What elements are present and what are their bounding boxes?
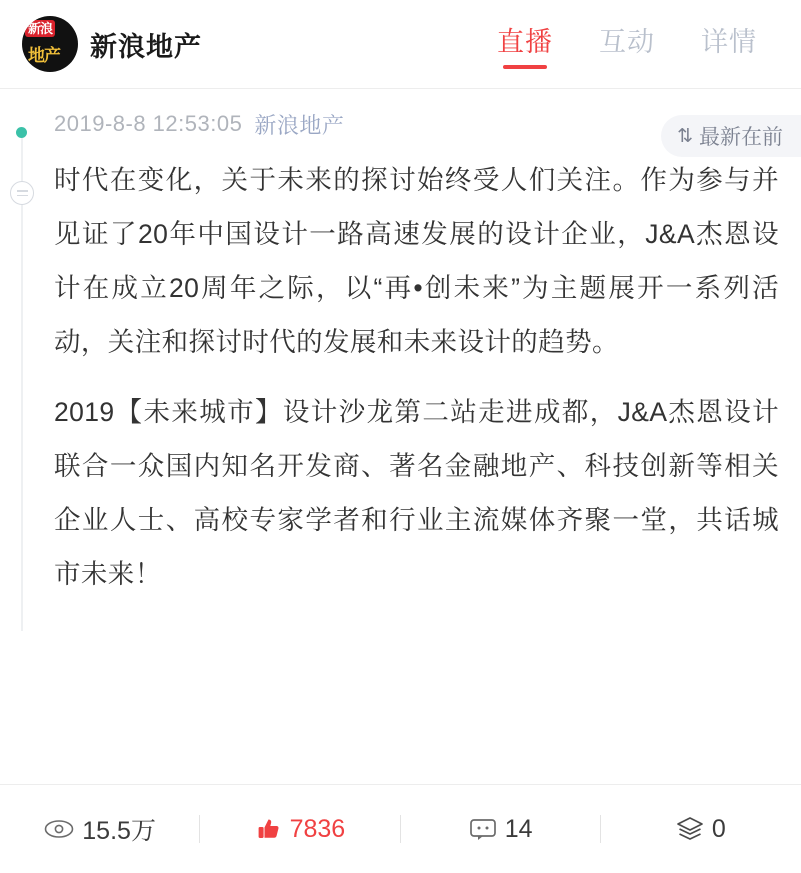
tab-details[interactable]: 详情 — [701, 26, 757, 57]
sort-order-label: 最新在前 — [699, 126, 783, 149]
page-header — [0, 0, 801, 88]
timeline-dot — [16, 127, 27, 138]
layers-icon — [676, 816, 704, 842]
stat-collections[interactable] — [601, 815, 801, 844]
sort-order-button[interactable] — [661, 115, 801, 157]
stat-views[interactable] — [0, 811, 200, 847]
thumbs-up-icon — [256, 816, 282, 842]
tab-interaction[interactable]: 互动 — [599, 26, 655, 57]
stat-views-value: 15.5万 — [82, 817, 156, 845]
logo-sub-text: 地产 — [28, 46, 60, 65]
post-item — [0, 107, 801, 601]
comment-icon — [469, 817, 497, 841]
logo-badge-text: 新浪 — [25, 20, 55, 37]
brand — [22, 16, 202, 72]
post-body — [54, 153, 779, 601]
post-timestamp: 2019-8-8 12:53:05 — [54, 111, 243, 136]
sina-logo-icon — [22, 16, 78, 72]
tab-bar — [497, 20, 777, 69]
timeline-line — [21, 137, 23, 631]
stat-comments-value: 14 — [504, 814, 533, 843]
stat-likes-value: 7836 — [289, 814, 346, 843]
post-paragraph: 2019【未来城市】设计沙龙第二站走进成都，J&A杰恩设计联合一众国内知名开发商、著名金融地产、科技创新等相关企业人士、高校专家学者和行业主流媒体齐聚一堂，共话城市未来！ — [54, 397, 779, 589]
eye-icon — [44, 819, 74, 839]
stat-collections-value: 0 — [711, 814, 726, 843]
stat-comments[interactable] — [401, 815, 601, 844]
text-post-icon — [10, 181, 34, 205]
stats-bar — [0, 784, 801, 873]
tab-live[interactable]: 直播 — [497, 20, 553, 69]
live-feed — [0, 89, 801, 784]
brand-title: 新浪地产 — [90, 31, 202, 62]
post-paragraph: 时代在变化，关于未来的探讨始终受人们关注。作为参与并见证了20年中国设计一路高速发展的设计企业，J&A杰恩设计在成立20周年之际，以“再•创未来”为主题展开一系列活动，关注和探讨时代的发展和未来设计的趋势。 — [54, 165, 779, 357]
stat-likes[interactable] — [200, 815, 400, 844]
post-author: 新浪地产 — [254, 112, 345, 138]
sort-icon: ⇅ — [677, 125, 693, 147]
